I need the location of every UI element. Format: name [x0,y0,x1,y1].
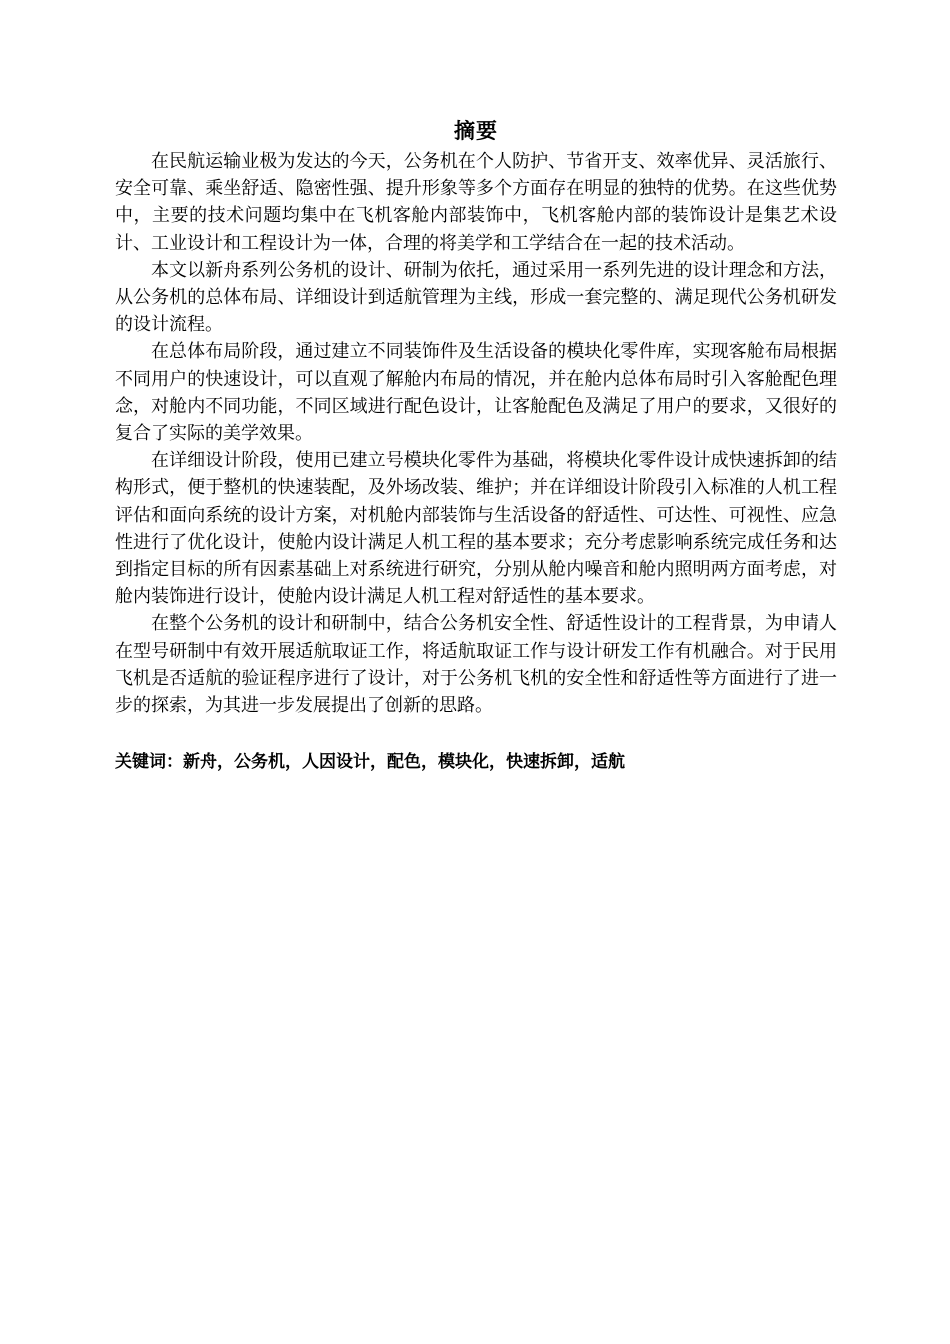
abstract-paragraph-3: 在总体布局阶段，通过建立不同装饰件及生活设备的模块化零件库，实现客舱布局根据不同用户的快速设计，可以直观了解舱内布局的情况，并在舱内总体布局时引入客舱配色理念，对舱内不同功能，不同区域进行配色设计，让客舱配色及满足了用户的要求，又很好的复合了实际的美学效果。 [115,341,837,445]
abstract-paragraph-2: 本文以新舟系列公务机的设计、研制为依托，通过采用一系列先进的设计理念和方法，从公务机的总体布局、详细设计到适航管理为主线，形成一套完整的、满足现代公务机研发的设计流程。 [115,259,837,336]
abstract-paragraph-1: 在民航运输业极为发达的今天，公务机在个人防护、节省开支、效率优异、灵活旅行、安全可靠、乘坐舒适、隐密性强、提升形象等多个方面存在明显的独特的优势。在这些优势中，主要的技术问题均集中在飞机客舱内部装饰中，飞机客舱内部的装饰设计是集艺术设计、工业设计和工程设计为一体，合理的将美学和工学结合在一起的技术活动。 [115,151,837,254]
abstract-paragraph-4: 在详细设计阶段，使用已建立号模块化零件为基础，将模块化零件设计成快速拆卸的结构形式，便于整机的快速装配，及外场改装、维护；并在详细设计阶段引入标准的人机工程评估和面向系统的设计方案，对机舱内部装饰与生活设备的舒适性、可达性、可视性、应急性进行了优化设计，使舱内设计满足人机工程的基本要求；充分考虑影响系统完成任务和达到指定目标的所有因素基础上对系统进行研究，分别从舱内噪音和舱内照明两方面考虑，对舱内装饰进行设计，使舱内设计满足人机工程对舒适性的基本要求。 [115,450,837,608]
keywords-line: 关键词：新舟，公务机，人因设计，配色，模块化，快速拆卸，适航 [115,752,625,773]
abstract-title: 摘要 [454,119,498,143]
abstract-section [115,114,837,776]
abstract-paragraph-5: 在整个公务机的设计和研制中，结合公务机安全性、舒适性设计的工程背景，为申请人在型号研制中有效开展适航取证工作，将适航取证工作与设计研发工作有机融合。对于民用飞机是否适航的验证程序进行了设计，对于公务机飞机的安全性和舒适性等方面进行了进一步的探索，为其进一步发展提出了创新的思路。 [115,613,837,717]
